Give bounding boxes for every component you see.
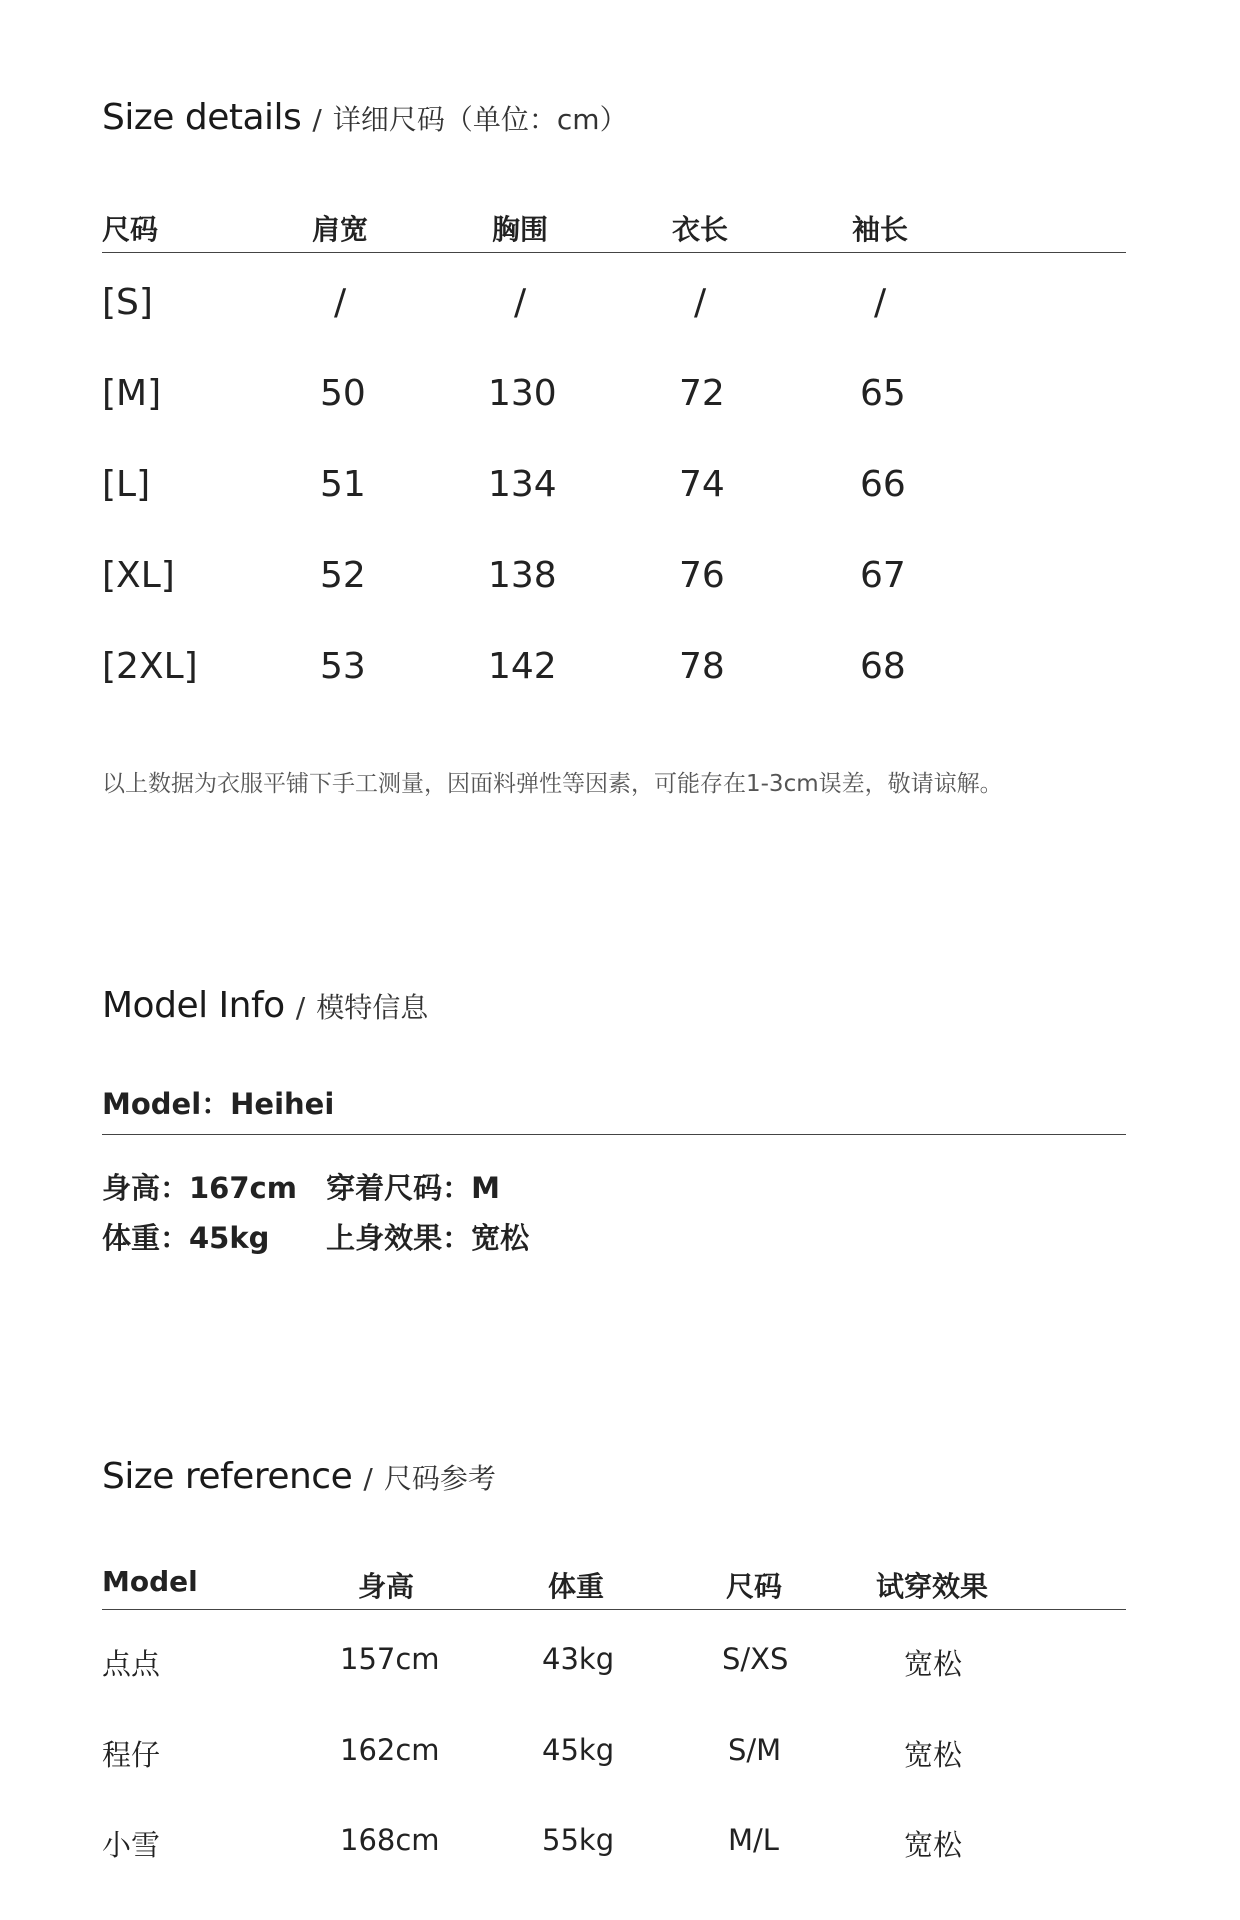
weight-cell: 43kg — [542, 1642, 615, 1676]
length-cell: 72 — [679, 373, 725, 414]
shoulder-cell: 53 — [320, 646, 366, 687]
length-cell: / — [694, 282, 707, 323]
size-reference-title-en: Size reference — [102, 1456, 353, 1497]
reference-table-header — [102, 1559, 1126, 1610]
table-row — [102, 373, 1126, 463]
sleeve-cell: 67 — [860, 555, 906, 596]
header-height: 身高 — [358, 1570, 415, 1603]
shoulder-cell: 50 — [320, 373, 366, 414]
header-chest: 胸围 — [492, 213, 549, 246]
chest-cell: 134 — [488, 464, 557, 505]
header-model: Model — [102, 1565, 198, 1598]
weight-cell: 45kg — [542, 1733, 615, 1767]
size-cell: M/L — [728, 1823, 779, 1857]
model-info-line-1 — [102, 1166, 500, 1207]
table-row — [102, 464, 1126, 554]
size-details-title — [102, 97, 628, 138]
header-fit: 试穿效果 — [876, 1570, 989, 1603]
size-cell: S/XS — [722, 1642, 789, 1676]
title-separator: / — [295, 991, 306, 1024]
height-cell: 162cm — [340, 1733, 440, 1767]
header-size: 尺码 — [726, 1570, 783, 1603]
chest-cell: 142 — [488, 646, 557, 687]
model-name: Model：Heihei — [102, 1087, 335, 1121]
size-details-title-cn: 详细尺码（单位：cm） — [332, 103, 628, 136]
fit-cell: 宽松 — [904, 1828, 963, 1862]
header-size: 尺码 — [102, 213, 159, 246]
length-cell: 76 — [679, 555, 725, 596]
model-info-title-en: Model Info — [102, 985, 285, 1026]
chest-cell: / — [514, 282, 527, 323]
sleeve-cell: 65 — [860, 373, 906, 414]
model-weight: 体重：45kg — [102, 1221, 270, 1255]
table-row — [102, 555, 1126, 645]
header-weight: 体重 — [548, 1570, 605, 1603]
header-sleeve: 袖长 — [852, 213, 909, 246]
size-cell: S/M — [728, 1733, 782, 1767]
shoulder-cell: 51 — [320, 464, 366, 505]
size-cell: [M] — [102, 373, 162, 414]
model-info-title — [102, 985, 428, 1026]
header-shoulder: 肩宽 — [312, 213, 369, 246]
table-row — [102, 646, 1126, 736]
length-cell: 74 — [679, 464, 725, 505]
chest-cell: 130 — [488, 373, 557, 414]
length-cell: 78 — [679, 646, 725, 687]
size-cell: [XL] — [102, 555, 175, 596]
model-info-title-cn: 模特信息 — [316, 991, 429, 1024]
model-height: 身高：167cm — [102, 1171, 297, 1205]
model-size-worn: 穿着尺码：M — [326, 1171, 500, 1205]
size-reference-title-cn: 尺码参考 — [383, 1462, 496, 1495]
table-row — [102, 282, 1126, 372]
model-name-row — [102, 1082, 1126, 1135]
shoulder-cell: 52 — [320, 555, 366, 596]
table-row — [102, 1733, 1126, 1823]
model-fit: 上身效果：宽松 — [326, 1221, 530, 1255]
sleeve-cell: 66 — [860, 464, 906, 505]
sleeve-cell: 68 — [860, 646, 906, 687]
chest-cell: 138 — [488, 555, 557, 596]
title-separator: / — [312, 103, 322, 136]
model-name-cell: 程仔 — [102, 1738, 161, 1772]
table-row — [102, 1823, 1126, 1913]
size-cell: [2XL] — [102, 646, 198, 687]
size-cell: [S] — [102, 282, 153, 323]
sleeve-cell: / — [874, 282, 887, 323]
model-info-line-2 — [102, 1216, 529, 1257]
table-row — [102, 1642, 1126, 1732]
header-length: 衣长 — [672, 213, 729, 246]
size-cell: [L] — [102, 464, 151, 505]
weight-cell: 55kg — [542, 1823, 615, 1857]
measurement-note: 以上数据为衣服平铺下手工测量，因面料弹性等因素，可能存在1-3cm误差，敬请谅解。 — [102, 771, 1003, 797]
height-cell: 157cm — [340, 1642, 440, 1676]
size-reference-title — [102, 1456, 496, 1497]
shoulder-cell: / — [334, 282, 347, 323]
height-cell: 168cm — [340, 1823, 440, 1857]
size-details-title-en: Size details — [102, 97, 302, 138]
model-name-cell: 小雪 — [102, 1828, 161, 1862]
title-separator: / — [363, 1462, 373, 1495]
size-table-header — [102, 202, 1126, 253]
model-name-cell: 点点 — [102, 1647, 161, 1681]
fit-cell: 宽松 — [904, 1647, 963, 1681]
fit-cell: 宽松 — [904, 1738, 963, 1772]
